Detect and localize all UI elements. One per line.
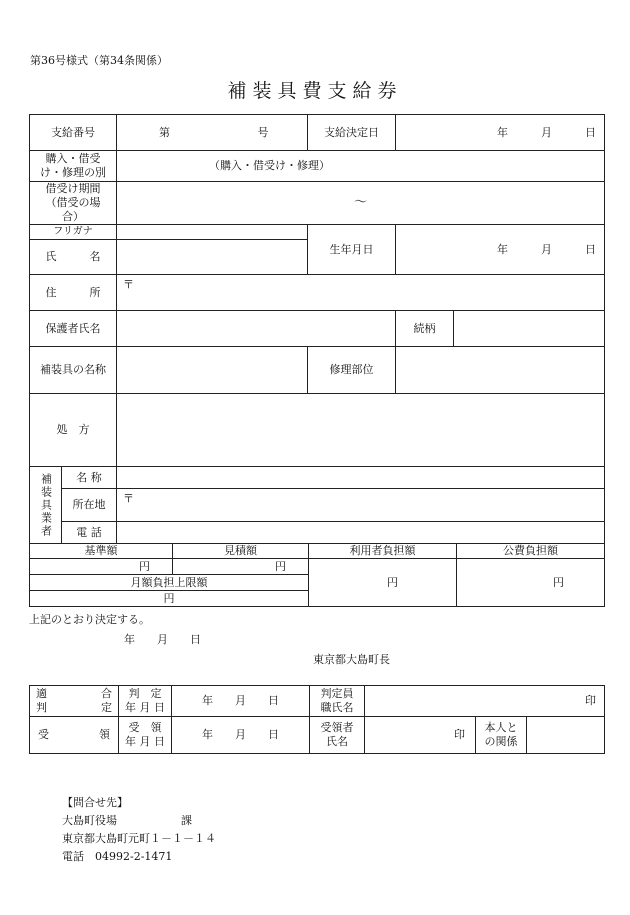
contact-office: 大島町役場 課 bbox=[62, 814, 192, 827]
decision-date-field[interactable]: 年 月 日 bbox=[396, 115, 605, 151]
user-burden-label: 利用者負担額 bbox=[309, 544, 457, 559]
type-value: （購入・借受け・修理） bbox=[209, 159, 330, 172]
payment-no-prefix: 第 bbox=[159, 125, 170, 139]
vendor-postal-mark: 〒 bbox=[123, 492, 134, 505]
rental-period-field[interactable] bbox=[117, 182, 605, 225]
birth-date-field[interactable]: 年 月 日 bbox=[396, 225, 605, 275]
prescription-field[interactable] bbox=[117, 394, 605, 467]
furigana-field[interactable] bbox=[117, 225, 308, 240]
judge-officer-field[interactable] bbox=[365, 686, 605, 717]
furigana-label: フリガナ bbox=[30, 225, 117, 240]
contact-block bbox=[62, 794, 216, 866]
decision-date: 年 月 日 bbox=[124, 633, 201, 646]
vendor-name-field[interactable] bbox=[117, 467, 605, 489]
decision-text: 上記のとおり決定する。 bbox=[29, 613, 150, 626]
rental-period-separator: ～ bbox=[353, 195, 367, 210]
issuer: 東京都大島町長 bbox=[313, 653, 390, 666]
vendor-location-label: 所在地 bbox=[62, 489, 117, 522]
decision-date-label: 支給決定日 bbox=[308, 115, 396, 151]
receiver-label: 受領者 氏名 bbox=[310, 717, 365, 754]
receipt-date-label: 受 領 年 月 日 bbox=[119, 717, 172, 754]
suitability-label: 適 合 判 定 bbox=[30, 686, 119, 717]
monthly-cap-label: 月額負担上限額 bbox=[30, 575, 309, 591]
device-name-field[interactable] bbox=[117, 347, 308, 394]
prescription-label: 処 方 bbox=[30, 394, 117, 467]
relation-field[interactable] bbox=[454, 311, 605, 347]
type-field[interactable] bbox=[117, 151, 605, 182]
contact-heading: 【問合せ先】 bbox=[62, 796, 128, 809]
estimate-amount-field[interactable]: 円 bbox=[173, 559, 309, 575]
vendor-label-cell bbox=[30, 467, 62, 544]
payment-no-label: 支給番号 bbox=[30, 115, 117, 151]
user-burden-field[interactable]: 円 bbox=[309, 559, 457, 607]
judge-date-field[interactable]: 年 月 日 bbox=[172, 686, 310, 717]
monthly-cap-field[interactable]: 円 bbox=[30, 591, 309, 607]
main-table bbox=[29, 114, 605, 544]
contact-address: 東京都大島町元町１－１－１４ bbox=[62, 832, 216, 845]
device-name-label: 補装具の名称 bbox=[30, 347, 117, 394]
judge-officer-label: 判定員 職氏名 bbox=[310, 686, 365, 717]
payment-no-suffix: 号 bbox=[257, 125, 269, 139]
form-number: 第36号様式（第34条関係） bbox=[30, 54, 168, 67]
public-burden-field[interactable]: 円 bbox=[457, 559, 605, 607]
repair-part-label: 修理部位 bbox=[308, 347, 396, 394]
payment-no-field[interactable] bbox=[117, 115, 308, 151]
relation-label: 続柄 bbox=[396, 311, 454, 347]
judgement-table bbox=[29, 685, 605, 754]
standard-amount-field[interactable]: 円 bbox=[30, 559, 173, 575]
public-burden-label: 公費負担額 bbox=[457, 544, 605, 559]
amount-table bbox=[29, 543, 605, 607]
guardian-label: 保護者氏名 bbox=[30, 311, 117, 347]
receipt-date-field[interactable]: 年 月 日 bbox=[172, 717, 310, 754]
rental-period-label: 借受け期間（借受の場合） bbox=[30, 182, 117, 225]
vendor-name-label: 名 称 bbox=[62, 467, 117, 489]
birth-label: 生年月日 bbox=[308, 225, 396, 275]
contact-phone: 電話 04992-2-1471 bbox=[62, 850, 173, 863]
vendor-label: 補装具業者 bbox=[39, 472, 53, 538]
vendor-location-field[interactable] bbox=[117, 489, 605, 522]
page-title: 補装具費支給券 bbox=[227, 80, 403, 102]
type-label: 購入・借受け・修理の別 bbox=[30, 151, 117, 182]
estimate-amount-label: 見積額 bbox=[173, 544, 309, 559]
address-label: 住 所 bbox=[30, 275, 117, 311]
name-label: 氏 名 bbox=[30, 240, 117, 275]
vendor-phone-field[interactable] bbox=[117, 522, 605, 544]
vendor-phone-label: 電 話 bbox=[62, 522, 117, 544]
repair-part-field[interactable] bbox=[396, 347, 605, 394]
address-field[interactable] bbox=[117, 275, 605, 311]
relationship-label: 本人と の関係 bbox=[476, 717, 527, 754]
standard-amount-label: 基準額 bbox=[30, 544, 173, 559]
judge-date-label: 判 定 年 月 日 bbox=[119, 686, 172, 717]
postal-mark: 〒 bbox=[123, 278, 134, 291]
receiver-field[interactable] bbox=[365, 717, 476, 754]
receiver-seal: 印 bbox=[454, 728, 465, 741]
name-field[interactable] bbox=[117, 240, 308, 275]
receipt-label: 受 領 bbox=[30, 717, 119, 754]
guardian-field[interactable] bbox=[117, 311, 396, 347]
relationship-field[interactable] bbox=[527, 717, 605, 754]
judge-seal: 印 bbox=[585, 694, 597, 707]
